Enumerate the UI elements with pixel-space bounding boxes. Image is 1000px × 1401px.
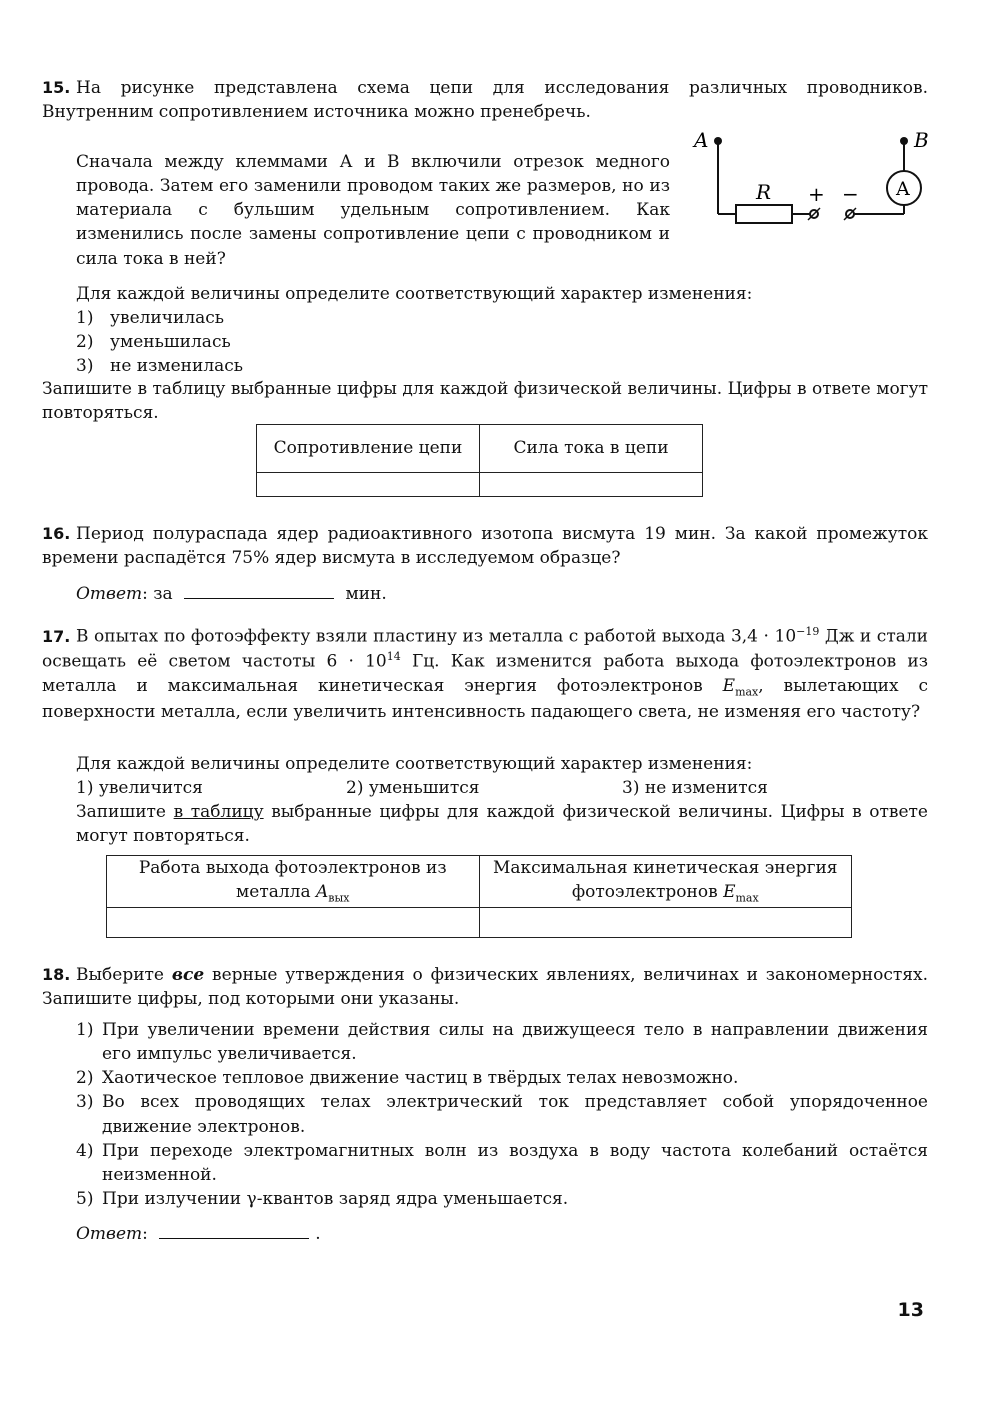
resistor [736,205,792,223]
question-18: 18. Выберите все верные утверждения о физических явлениях, величинах и закономерностях. Запишите цифры, под которыми они указаны. [42,965,928,1010]
plus-label: + [808,182,825,206]
q15-intro: 15. На рисунке представлена схема цепи для исследования различных проводников. Внутренним сопротивлением источника можно пренебречь. [42,78,928,123]
q17-col-work-function: Работа выхода фотоэлектронов из металла $A_{вых}$ [107,856,480,908]
q17-number: 17. [42,626,71,646]
q15-col-resistance: Сопротивление цепи [257,425,480,473]
q15-answer-cell-2[interactable] [480,473,703,497]
ammeter-label: A [896,178,910,200]
q18-item-3: 3) Во всех проводящих телах электрический ток представляет собой упорядоченное движение электронов. [76,1092,928,1137]
q15-answer-table [256,424,703,497]
q15-number: 15. [42,78,71,97]
q18-item-1: 1) При увеличении времени действия силы на движущееся тело в направлении движения его импульс увеличивается. [76,1020,928,1065]
q18-number: 18. [42,965,71,984]
terminal-b-label: B [914,128,929,152]
q18-answer: Ответ: . [76,1224,321,1244]
q15-option-2: 2) уменьшилась [76,332,231,353]
q15-answer-cell-1[interactable] [257,473,480,497]
question-17: 17. В опытах по фотоэффекту взяли пластину из металла с работой выхода $3,4 \cdot 10^{-19}$ Дж и стали освещать её светом частоты $6 \cdot 10^{14}$ Гц. Как изменится работа выхода фотоэлектронов из металла и максимальная кинетическая энергия фотоэлектронов $E_{max}$, вылетающих с поверхности металла, если увеличить интенсивность падающего света, не изменяя его частоту? [42,625,928,722]
q15-col-current: Сила тока в цепи [480,425,703,473]
q16-number: 16. [42,524,71,543]
terminal-b [900,137,908,145]
question-16: 16. Период полураспада ядер радиоактивного изотопа висмута 19 мин. За какой промежуток времени распадётся 75% ядер висмута в исследуемом образце? [42,524,928,569]
q17-options [76,776,928,800]
q17-option-1: 1) увеличится [76,778,203,799]
q17-instruction-block: Для каждой величины определите соответствующий характер изменения: 1) увеличится 2) уменьшится 3) не изменится Запишите в таблицу выбранные цифры для каждой физической величины. Цифры в ответе могут повторяться. [76,754,928,847]
q17-col-max-energy: Максимальная кинетическая энергия фотоэлектронов $E_{max}$ [479,856,852,908]
q17-answer-table [106,855,852,938]
q17-option-2: 2) уменьшится [346,778,480,799]
q18-item-4: 4) При переходе электромагнитных волн из воздуха в воду частота колебаний остаётся неизменной. [76,1140,928,1185]
minus-label: − [842,182,859,206]
q15-body: Сначала между клеммами А и В включили отрезок медного провода. Затем его заменили проводом таких же размеров, но из материала с бульшим удельным сопротивлением. Как изменились после замены сопротивление цепи с проводником и сила тока в ней? [76,152,670,269]
q18-item-5: 5) При излучении γ-квантов заряд ядра уменьшается. [76,1188,569,1209]
q18-answer-field[interactable] [159,1223,309,1239]
q17-answer-cell-2[interactable] [479,908,852,938]
terminal-a-label: A [694,128,709,152]
q15-option-3: 3) не изменилась [76,356,244,377]
q15-table-instruction: Запишите в таблицу выбранные цифры для каждой физической величины. Цифры в ответе могут повторяться. [42,379,928,424]
q17-answer-cell-1[interactable] [107,908,480,938]
q15-instruction-block: Для каждой величины определите соответствующий характер изменения: 1) увеличилась 2) уменьшилась 3) не изменилась [76,282,928,379]
q16-answer: Ответ: за мин. [76,584,387,604]
circuit-diagram [690,127,935,237]
q16-answer-field[interactable] [184,583,334,599]
q18-item-2: 2) Хаотическое тепловое движение частиц в твёрдых телах невозможно. [76,1068,739,1089]
resistor-label: R [756,180,772,204]
q18-items [76,1018,928,1211]
question-15 [42,76,928,124]
q15-option-1: 1) увеличилась [76,308,225,329]
page-number: 13 [897,1299,924,1321]
q17-option-3: 3) не изменится [622,778,768,799]
